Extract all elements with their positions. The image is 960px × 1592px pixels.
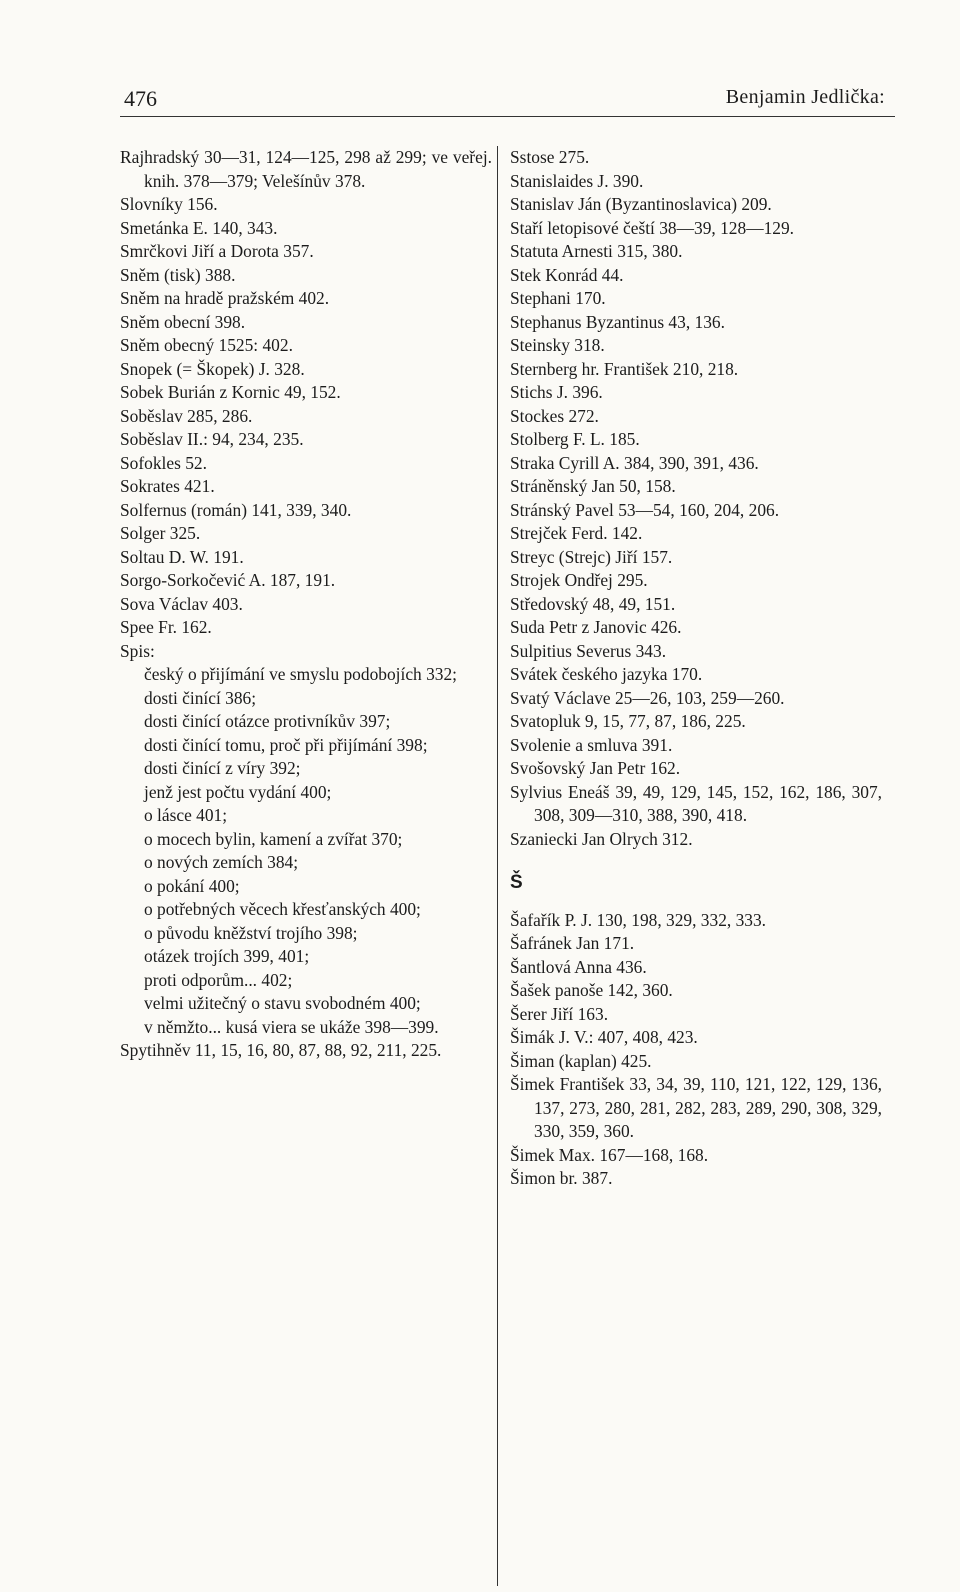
index-entry: Sofokles 52. xyxy=(120,452,207,473)
index-entry: Šafařík P. J. 130, 198, 329, 332, 333. xyxy=(510,909,767,930)
index-entry: Stolberg F. L. 185. xyxy=(510,429,640,449)
index-entry: Stephani 170. xyxy=(510,288,606,308)
index-entry: Sobek Burián z Kornic 49, 152. xyxy=(120,382,341,402)
index-entry: Rajhradský 30—31, 124—125, 298 až 299; ve veřej. knih. 378—379; Velešínův 378. xyxy=(120,147,492,191)
index-entry: Stránský Pavel 53—54, 160, 204, 206. xyxy=(510,499,780,520)
index-entry: Stanislaides J. 390. xyxy=(510,170,644,191)
index-subentry: český o přijímání ve smyslu podobojích 332; xyxy=(144,664,457,684)
index-subentry: o mocech bylin, kamení a zvířat 370; xyxy=(144,828,403,849)
index-entry: Středovský 48, 49, 151. xyxy=(510,593,676,614)
index-entry: Sněm obecný 1525: 402. xyxy=(120,335,293,355)
column-divider xyxy=(497,146,498,1586)
index-subentry: o původu kněžství trojího 398; xyxy=(144,922,358,943)
index-entry: Solfernus (román) 141, 339, 340. xyxy=(120,499,352,520)
index-entry: Stanislav Ján (Byzantinoslavica) 209. xyxy=(510,194,772,214)
index-entry: Svátek českého jazyka 170. xyxy=(510,664,703,684)
index-entry: Sněm na hradě pražském 402. xyxy=(120,288,330,308)
index-entry: Strejček Ferd. 142. xyxy=(510,523,643,543)
index-subentry: o pokání 400; xyxy=(144,875,240,896)
index-subentry: jenž jest počtu vydání 400; xyxy=(144,781,332,802)
index-entry: Sova Václav 403. xyxy=(120,593,243,614)
index-subentry: dosti činící otázce protivníkův 397; xyxy=(144,711,391,731)
index-entry: Šiman (kaplan) 425. xyxy=(510,1050,652,1071)
index-entry: Svolenie a smluva 391. xyxy=(510,734,673,755)
page-number: 476 xyxy=(124,86,157,111)
index-entry: Sněm obecní 398. xyxy=(120,311,246,332)
index-subentry: dosti činící tomu, proč při přijímání 398; xyxy=(144,734,428,755)
index-entry: Šimon br. 387. xyxy=(510,1168,613,1188)
index-entry: Spytihněv 11, 15, 16, 80, 87, 88, 92, 211, 225. xyxy=(120,1040,442,1060)
index-entry: Spee Fr. 162. xyxy=(120,617,212,637)
index-subentry: velmi užitečný o stavu svobodném 400; xyxy=(144,993,421,1013)
index-entry: Sylvius Eneáš 39, 49, 129, 145, 152, 162, 186, 307, 308, 309—310, 388, 390, 418. xyxy=(510,781,882,825)
index-subentry: dosti činící 386; xyxy=(144,687,257,708)
header-rule xyxy=(120,116,895,117)
index-entry: Sorgo-Sorkočević A. 187, 191. xyxy=(120,570,336,590)
index-entry: Statuta Arnesti 315, 380. xyxy=(510,241,683,261)
index-entry: Steinsky 318. xyxy=(510,335,605,355)
index-entry: Sokrates 421. xyxy=(120,476,215,496)
index-entry: Szaniecki Jan Olrych 312. xyxy=(510,828,693,849)
index-entry: Soltau D. W. 191. xyxy=(120,546,244,567)
index-entry: Šafránek Jan 171. xyxy=(510,933,635,953)
index-entry: Svošovský Jan Petr 162. xyxy=(510,758,681,778)
index-subentry: v němžto... kusá viera se ukáže 398—399. xyxy=(144,1016,439,1037)
index-entry: Solger 325. xyxy=(120,523,201,543)
page-header xyxy=(120,80,895,120)
index-entry: Šimek Max. 167—168, 168. xyxy=(510,1144,709,1165)
index-subentry: dosti činící z víry 392; xyxy=(144,758,301,778)
index-entry: Staří letopisové čeští 38—39, 128—129. xyxy=(510,217,795,238)
index-entry: Svatý Václave 25—26, 103, 259—260. xyxy=(510,687,785,708)
index-entry: Straka Cyrill A. 384, 390, 391, 436. xyxy=(510,452,759,473)
index-entry: Suda Petr z Janovic 426. xyxy=(510,617,682,637)
index-subentry: o nových zemích 384; xyxy=(144,852,299,872)
index-subentry: proti odporům... 402; xyxy=(144,969,293,990)
index-column-right xyxy=(510,146,882,1191)
index-entry: Snopek (= Škopek) J. 328. xyxy=(120,358,305,379)
index-entry: Sněm (tisk) 388. xyxy=(120,264,236,285)
index-entry: Slovníky 156. xyxy=(120,194,218,214)
index-entry: Šimek František 33, 34, 39, 110, 121, 122, 129, 136, 137, 273, 280, 281, 282, 283, 289, 290, 308, 329, 330, 359, 360. xyxy=(510,1074,882,1141)
index-subentry: o potřebných věcech křesťanských 400; xyxy=(144,899,421,919)
index-entry: Soběslav II.: 94, 234, 235. xyxy=(120,429,304,449)
index-entry: Strojek Ondřej 295. xyxy=(510,570,648,590)
index-subentry: otázek trojích 399, 401; xyxy=(144,946,310,966)
index-entry: Spis: xyxy=(120,640,155,661)
index-entry: Šašek panoše 142, 360. xyxy=(510,980,673,1000)
index-subentry: o lásce 401; xyxy=(144,805,228,825)
index-entry: Šimák J. V.: 407, 408, 423. xyxy=(510,1027,698,1047)
index-entry: Stráněnský Jan 50, 158. xyxy=(510,476,676,496)
index-column-left xyxy=(120,146,492,1063)
index-entry: Streyc (Strejc) Jiří 157. xyxy=(510,546,673,567)
index-entry: Smrčkovi Jiří a Dorota 357. xyxy=(120,241,314,261)
running-head: Benjamin Jedlička: xyxy=(725,86,885,108)
index-entry: Sulpitius Severus 343. xyxy=(510,640,667,661)
index-entry: Stockes 272. xyxy=(510,405,599,426)
index-entry: Šantlová Anna 436. xyxy=(510,956,647,977)
index-entry: Stephanus Byzantinus 43, 136. xyxy=(510,311,725,332)
index-entry: Soběslav 285, 286. xyxy=(120,405,253,426)
index-entry: Stek Konrád 44. xyxy=(510,264,624,285)
index-entry: Šerer Jiří 163. xyxy=(510,1003,609,1024)
index-entry: Sternberg hr. František 210, 218. xyxy=(510,358,739,379)
index-entry: Smetánka E. 140, 343. xyxy=(120,217,278,238)
index-entry: Stichs J. 396. xyxy=(510,382,603,402)
index-entry: Svatopluk 9, 15, 77, 87, 186, 225. xyxy=(510,711,746,731)
index-entry: Sstose 275. xyxy=(510,147,590,167)
letter-heading: Š xyxy=(510,872,523,893)
